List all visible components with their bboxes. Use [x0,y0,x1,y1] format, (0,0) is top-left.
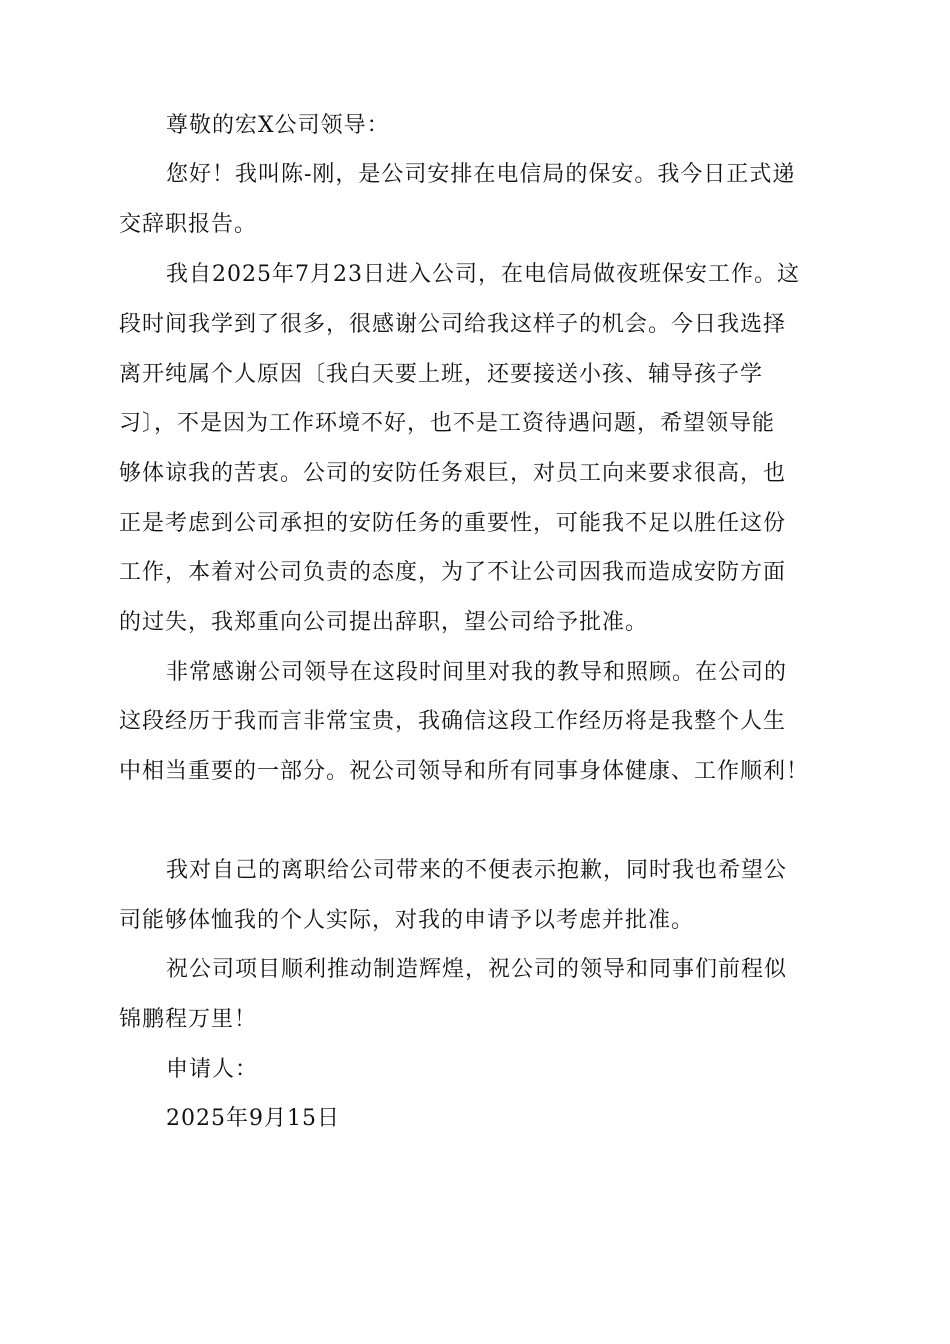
body-paragraph-3-line-2: 这段经历于我而言非常宝贵，我确信这段工作经历将是我整个人生 [119,709,787,734]
body-paragraph-4-line-1: 我对自己的离职给公司带来的不便表示抱歉，同时我也希望公 [166,858,788,883]
body-paragraph-2-line-4: 习〕，不是因为工作环境不好，也不是工资待遇问题，希望领导能 [119,411,776,436]
body-paragraph-5-line-2: 锦鹏程万里！ [119,1007,258,1032]
body-paragraph-2-line-3: 离开纯属个人原因〔我白天要上班，还要接送小孩、辅导孩子学 [119,362,764,387]
body-paragraph-4-line-2: 司能够体恤我的个人实际，对我的申请予以考虑并批准。 [119,908,695,933]
greeting-line-2: 交辞职报告。 [119,212,258,237]
body-paragraph-2-line-5: 够体谅我的苦衷。公司的安防任务艰巨，对员工向来要求很高，也 [119,461,787,486]
body-paragraph-2-line-2: 段时间我学到了很多，很感谢公司给我这样子的机会。今日我选择 [119,312,787,337]
body-paragraph-3-line-1: 非常感谢公司领导在这段时间里对我的教导和照顾。在公司的 [166,660,788,685]
body-paragraph-2-line-7: 工作，本着对公司负责的态度，为了不让公司因我而造成安防方面 [119,560,787,585]
body-paragraph-2-line-1: 我自2025年7月23日进入公司，在电信局做夜班保安工作。这 [166,262,800,287]
applicant-label: 申请人： [166,1057,259,1082]
letter-date: 2025年9月15日 [166,1106,340,1131]
greeting-line-1: 您好！我叫陈-刚，是公司安排在电信局的保安。我今日正式递 [166,162,796,187]
salutation: 尊敬的宏X公司领导： [166,113,390,138]
body-paragraph-5-line-1: 祝公司项目顺利推动制造辉煌，祝公司的领导和同事们前程似 [166,957,788,982]
body-paragraph-3-line-3: 中相当重要的一部分。祝公司领导和所有同事身体健康、工作顺利！ [119,759,810,784]
body-paragraph-2-line-8: 的过失，我郑重向公司提出辞职，望公司给予批准。 [119,610,649,635]
body-paragraph-2-line-6: 正是考虑到公司承担的安防任务的重要性，可能我不足以胜任这份 [119,511,787,536]
